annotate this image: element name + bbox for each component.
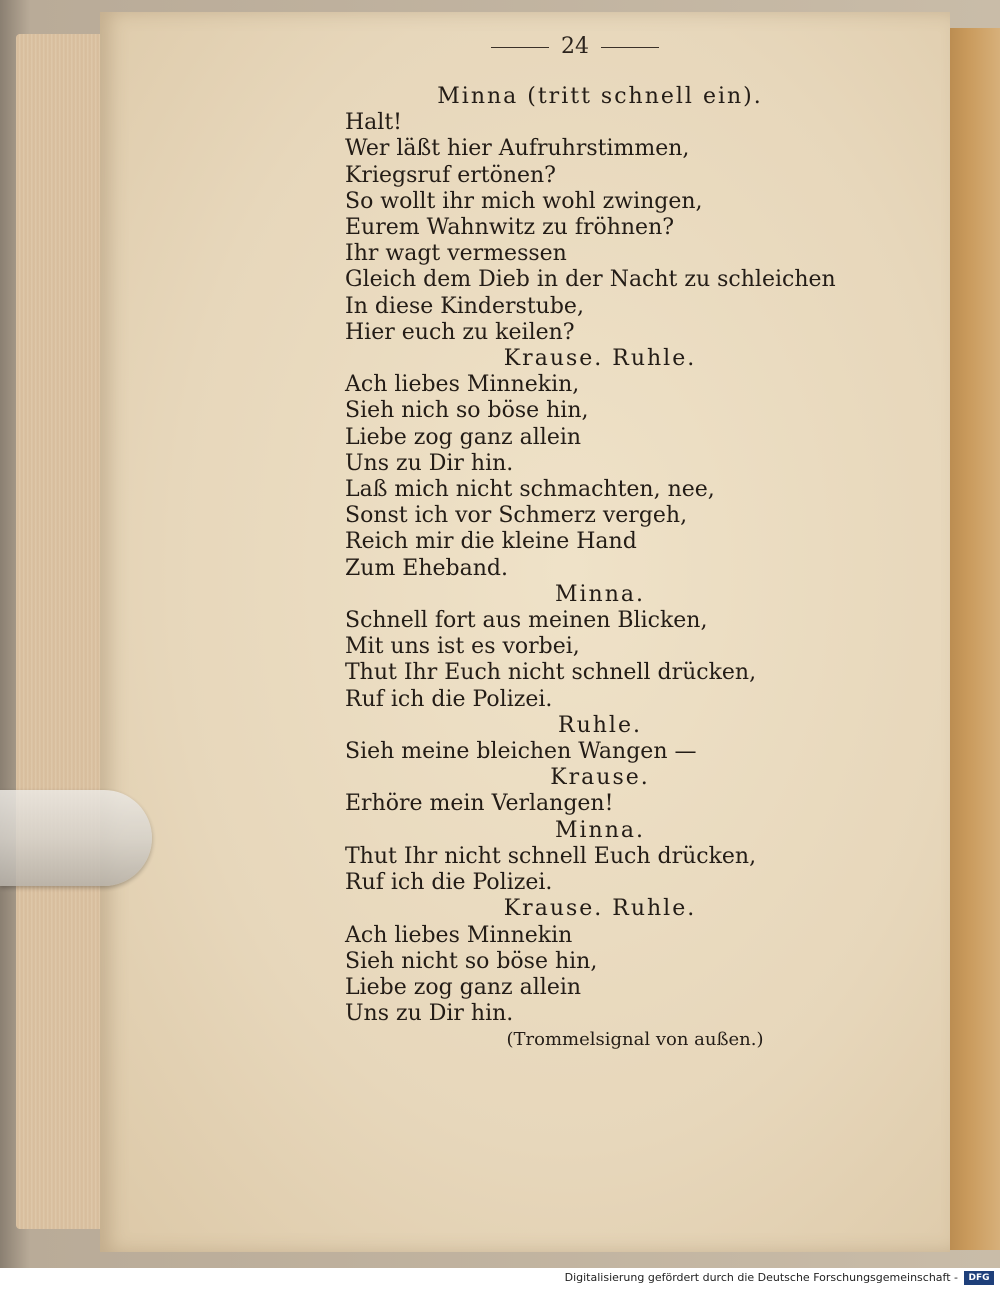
verse-line: In diese Kinderstube,: [345, 293, 584, 319]
dfg-logo: DFG: [964, 1271, 994, 1285]
page-number: 24: [470, 34, 680, 59]
verse-line: Hier euch zu keilen?: [345, 319, 575, 345]
verse-line: Sonst ich vor Schmerz vergeh,: [345, 503, 688, 529]
verse-line: Thut Ihr nicht schnell Euch drücken,: [345, 843, 757, 869]
verse-line: So wollt ihr mich wohl zwingen,: [345, 188, 703, 214]
verse-line: Ach liebes Minnekin,: [345, 372, 580, 398]
verse-line: Reich mir die kleine Hand: [345, 529, 637, 555]
speaker-heading: Ruhle.: [558, 712, 642, 738]
page-clip: [0, 790, 152, 886]
verse-line: Zum Eheband.: [345, 555, 509, 581]
verse-line: Ach liebes Minnekin: [345, 922, 573, 948]
verse-line: Uns zu Dir hin.: [345, 1001, 514, 1027]
speaker-heading: Krause. Ruhle.: [503, 896, 697, 922]
verse-line: Ihr wagt vermessen: [345, 241, 567, 267]
verse-line: Thut Ihr Euch nicht schnell drücken,: [345, 660, 757, 686]
verse-line: Sieh meine bleichen Wangen —: [345, 739, 697, 765]
verse-line: Ruf ich die Polizei.: [345, 870, 553, 896]
stage-direction: (Trommelsignal von außen.): [506, 1029, 764, 1051]
verse-line: Mit uns ist es vorbei,: [345, 634, 580, 660]
speaker-heading: Minna (tritt schnell ein).: [437, 84, 763, 109]
verse-line: Halt!: [345, 110, 403, 136]
verse-line: Sieh nicht so böse hin,: [345, 948, 598, 974]
page-edges: [16, 34, 111, 1229]
verse-line: Wer läßt hier Aufruhrstimmen,: [345, 136, 690, 162]
speaker-heading: Minna.: [554, 817, 645, 843]
verse-line: Erhöre mein Verlangen!: [345, 791, 614, 817]
verse-text-block: [345, 84, 885, 1054]
verse-line: Gleich dem Dieb in der Nacht zu schleichen: [345, 267, 836, 293]
verse-line: Liebe zog ganz allein: [345, 424, 582, 450]
speaker-heading: Krause. Ruhle.: [503, 346, 697, 372]
speaker-heading: Krause.: [550, 765, 650, 791]
verse-line: Eurem Wahnwitz zu fröhnen?: [345, 215, 675, 241]
verse-line: Schnell fort aus meinen Blicken,: [345, 608, 708, 634]
verse-line: Laß mich nicht schmachten, nee,: [345, 477, 715, 503]
verse-line: Sieh nich so böse hin,: [345, 398, 589, 424]
book-cover-edge: [946, 28, 1000, 1250]
verse-line: Ruf ich die Polizei.: [345, 686, 553, 712]
verse-line: Uns zu Dir hin.: [345, 450, 514, 476]
footer-credit: Digitalisierung gefördert durch die Deutsche Forschungsgemeinschaft -: [564, 1271, 958, 1284]
verse-line: Liebe zog ganz allein: [345, 974, 582, 1000]
verse-line: Kriegsruf ertönen?: [345, 162, 556, 188]
footer-bar: [0, 1268, 1000, 1289]
speaker-heading: Minna.: [554, 581, 645, 607]
